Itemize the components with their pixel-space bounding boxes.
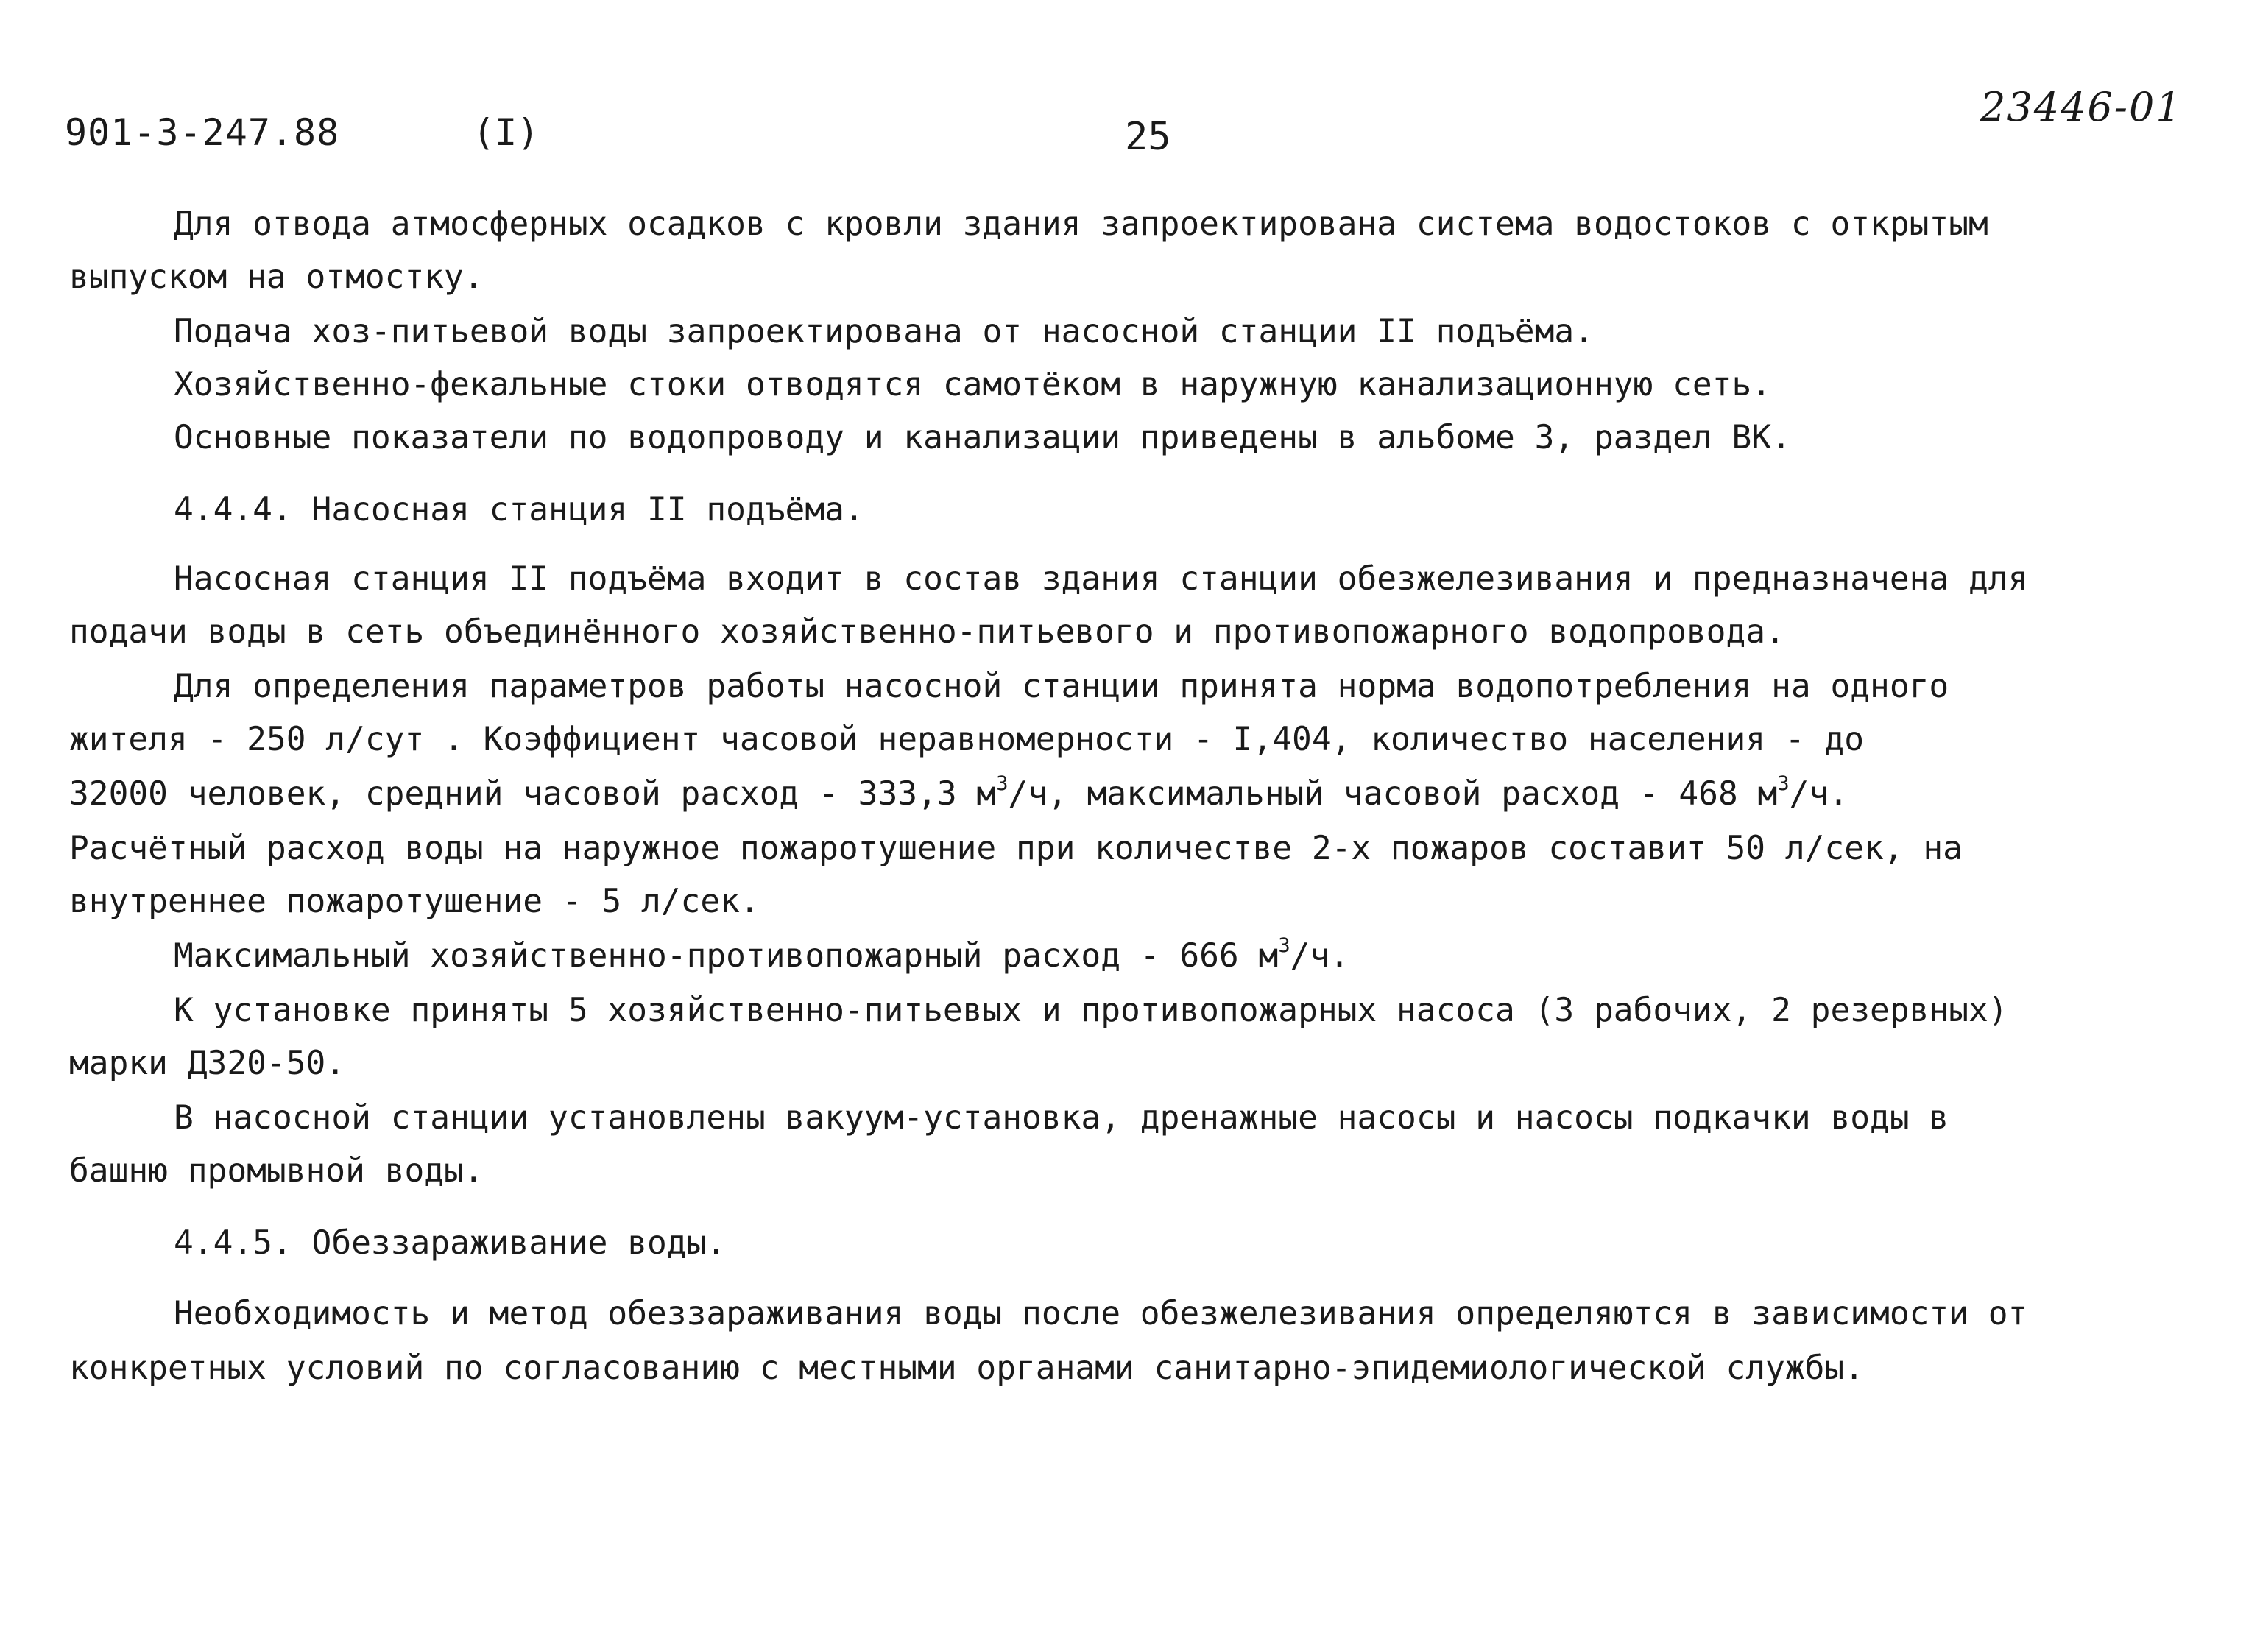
paragraph-drainage-line-2: выпуском на отмостку. xyxy=(69,258,484,296)
paragraph-station-line-2: подачи воды в сеть объединённого хозяйственно-питьевого и противопожарного водопровода. xyxy=(69,613,1785,651)
paragraph-equipment-line-2: башню промывной воды. xyxy=(69,1152,484,1190)
section-heading-4-4-5: 4.4.5. Обеззараживание воды. xyxy=(174,1224,727,1262)
paragraph-pumps-line-1: К установке приняты 5 хозяйственно-питьевых и противопожарных насоса (3 рабочих, 2 резервных) xyxy=(174,992,2008,1029)
max-flow-part-b: /ч. xyxy=(1290,937,1349,975)
cubic-exponent: 3 xyxy=(1278,934,1290,957)
paragraph-params-line-4: Расчётный расход воды на наружное пожаротушение при количестве 2-х пожаров составит 50 л/сек, на xyxy=(69,830,1963,867)
paragraph-drainage-line-1: Для отвода атмосферных осадков с кровли здания запроектирована система водостоков с открытым xyxy=(174,205,1988,243)
paragraph-water-supply: Подача хоз-питьевой воды запроектирована от насосной станции II подъёма. xyxy=(174,313,1594,350)
inventory-number: 23446-01 xyxy=(1980,84,2183,130)
paragraph-params-line-3 xyxy=(69,773,1848,816)
paragraph-pumps-line-2: марки Д320-50. xyxy=(69,1045,346,1082)
paragraph-params-line-1: Для определения параметров работы насосной станции принята норма водопотребления на одного xyxy=(174,668,1949,705)
document-code: 901-3-247.88 xyxy=(65,111,340,154)
section-heading-4-4-4: 4.4.4. Насосная станция II подъёма. xyxy=(174,491,864,529)
paragraph-max-flow xyxy=(174,935,1349,978)
document-part: (I) xyxy=(473,111,540,154)
params-line-3-part-a: 32000 человек, средний часовой расход - 333,3 м xyxy=(69,775,997,813)
params-line-3-part-b: /ч, максимальный часовой расход - 468 м xyxy=(1008,775,1778,813)
page-number: 25 xyxy=(1125,115,1171,159)
paragraph-sewage: Хозяйственно-фекальные стоки отводятся самотёком в наружную канализационную сеть. xyxy=(174,366,1772,403)
paragraph-params-line-2: жителя - 250 л/сут . Коэффициент часовой неравномерности - I,404, количество населения - до xyxy=(69,721,1865,758)
cubic-exponent: 3 xyxy=(996,772,1009,795)
max-flow-part-a: Максимальный хозяйственно-противопожарный расход - 666 м xyxy=(174,937,1279,975)
paragraph-equipment-line-1: В насосной станции установлены вакуум-установка, дренажные насосы и насосы подкачки воды в xyxy=(174,1099,1949,1137)
paragraph-disinfection-line-1: Необходимость и метод обеззараживания воды после обезжелезивания определяются в зависимости от xyxy=(174,1295,2028,1332)
params-line-3-part-c: /ч. xyxy=(1789,775,1848,813)
paragraph-params-line-5: внутреннее пожаротушение - 5 л/сек. xyxy=(69,883,760,920)
paragraph-indicators: Основные показатели по водопроводу и канализации приведены в альбоме 3, раздел ВК. xyxy=(174,419,1791,456)
paragraph-disinfection-line-2: конкретных условий по согласованию с местными органами санитарно-эпидемиологической службы. xyxy=(69,1349,1865,1387)
cubic-exponent: 3 xyxy=(1777,772,1790,795)
paragraph-station-line-1: Насосная станция II подъёма входит в состав здания станции обезжелезивания и предназначена для xyxy=(174,560,2028,598)
